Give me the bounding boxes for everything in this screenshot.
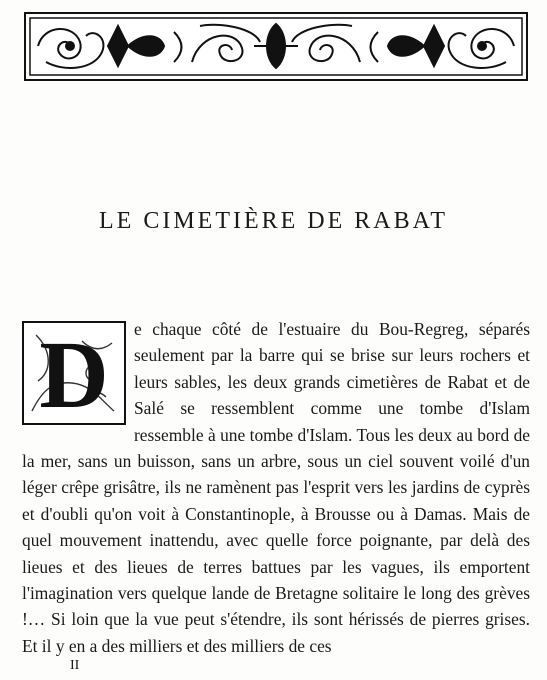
dropcap-d (22, 321, 126, 425)
page-folio: II (70, 658, 80, 673)
dropcap-letter: D (39, 321, 109, 425)
body-paragraph: e chaque côté de l'estuaire du Bou-Regreg, séparés seulement par la barre qui se brise sur leurs rochers et leurs sables, les deux grands cimetières de Rabat et de Salé se ressemblent comme une tombe d'Islam ressemble à une tombe d'Islam. Tous les deux au bord de la mer, sans un buisson, sans un arbre, sous un ciel souvent voilé d'un léger crêpe grisâtre, ils ne ramènent pas l'esprit vers les jardins de cyprès et d'oubli qu'on voit à Constantinople, à Brousse ou à Damas. Mais de quel mouvement inattendu, avec quelle force poignante, par delà des lieues et des lieues de terres battues par les vagues, ils emportent l'imagination vers quelque lande de Bretagne solitaire le long des grèves !… Si loin que la vue peut s'étendre, ils sont hérissés de pierres grises. Et il y en a des milliers et des milliers de ces (22, 319, 530, 656)
chapter-title: LE CIMETIÈRE DE RABAT (99, 208, 448, 234)
header-ornament-band (24, 12, 528, 81)
body-text-block (22, 316, 530, 659)
illuminated-initial-icon (22, 321, 126, 425)
arabesque-ornament-icon (24, 12, 528, 81)
